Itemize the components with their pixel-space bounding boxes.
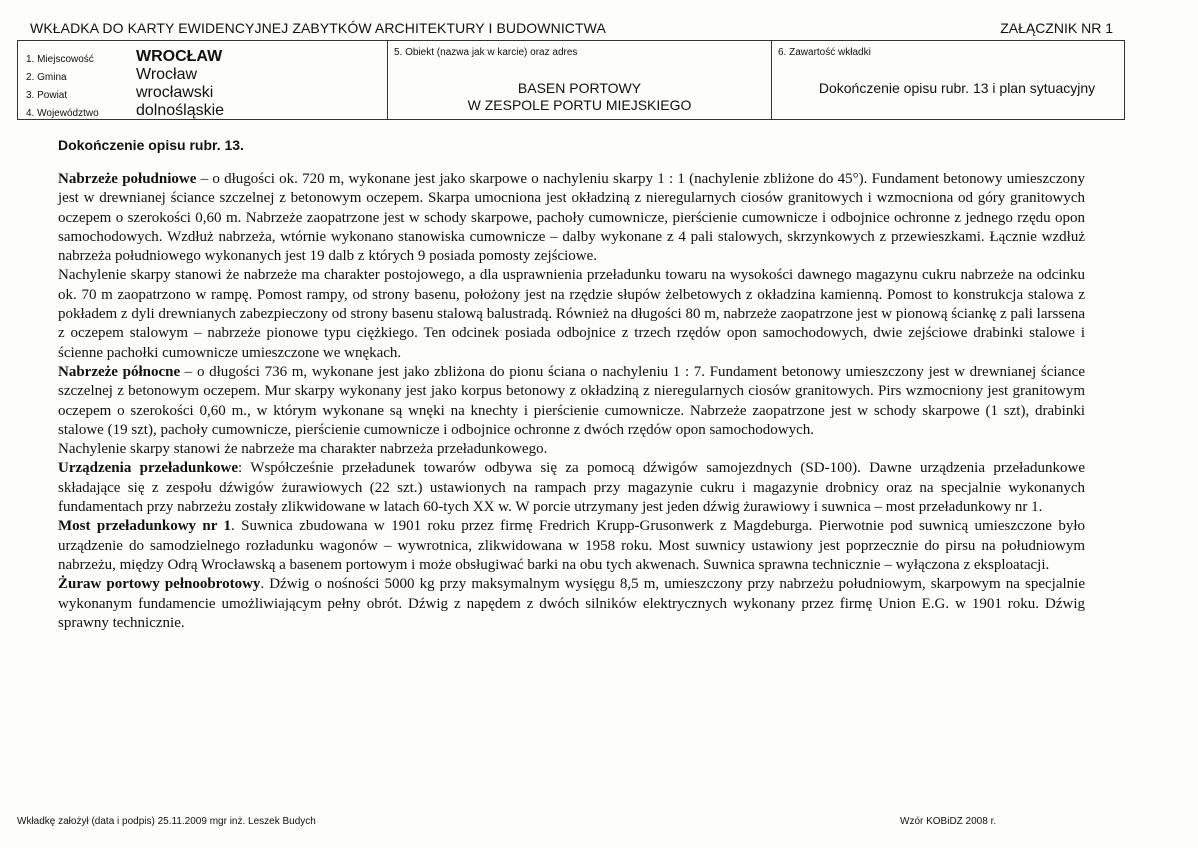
location-row [26, 101, 366, 120]
paragraph [58, 575, 1085, 633]
paragraph-heading: Żuraw portowy pełnoobrotowy [58, 576, 261, 593]
annex-label: ZAŁĄCZNIK NR 1 [1000, 20, 1113, 36]
paragraph-text: . Dźwig o nośności 5000 kg przy maksymalnym wysięgu 8,5 m, umieszczony przy nabrzeżu południowym, skarpowym na specjalnie wykonanym fundamencie umożliwiającym pełny obrót. Dźwig z napędem z dwóch silników elektrycznych wykonany przez firmę Union E.G. w 1901 roku. Dźwig sprawny technicznie. [58, 576, 1085, 631]
location-value: WROCŁAW [136, 48, 223, 65]
header-table [17, 40, 1125, 120]
location-label: 3. Powiat [26, 90, 68, 101]
paragraph [58, 440, 1085, 459]
location-value: Wrocław [136, 66, 198, 83]
section-heading: Dokończenie opisu rubr. 13. [58, 137, 244, 153]
object-label: 5. Obiekt (nazwa jak w karcie) oraz adres [394, 47, 578, 58]
document-title: WKŁADKA DO KARTY EWIDENCYJNEJ ZABYTKÓW ARCHITEKTURY I BUDOWNICTWA [30, 20, 606, 36]
paragraph-text: Nachylenie skarpy stanowi że nabrzeże ma charakter nabrzeża przeładunkowego. [58, 441, 548, 458]
object-cell [388, 41, 772, 119]
paragraph [58, 459, 1085, 517]
contents-value: Dokończenie opisu rubr. 13 i plan sytuacyjny [818, 80, 1096, 96]
paragraph [58, 517, 1085, 575]
location-cell [18, 41, 388, 119]
contents-cell [772, 41, 1124, 119]
footer-template: Wzór KOBiDZ 2008 r. [900, 816, 997, 827]
paragraph-heading: Nabrzeże południowe [58, 171, 197, 187]
location-label: 1. Miejscowość [26, 54, 94, 65]
paragraph-text: – o długości ok. 720 m, wykonane jest jako skarpowe o nachyleniu skarpy 1 : 1 (nachylenie zbliżone do 45°). Fundament betonowy umieszczony jest w drewnianej ściance szczelnej z betonowym oczepem. Skarpa umocniona jest okładziną z nieregularnych ciosów granitowych i wzmocniona od góry granitowych oczepem o szerokości 0,60 m. Nabrzeże zaopatrzone jest w schody skarpowe, pachoły cumownicze, pierścienie cumownicze i odbojnice ochronne z jednego rzędu opon samochodowych. Wzdłuż nabrzeża, wtórnie wykonano stanowiska cumownicze – dalby wykonane z 4 pali stalowych, skrzynkowych z przewieszkami. Łącznie wzdłuż nabrzeża południowego wykonanych jest 19 dalb z których 9 posiada pomosty zejściowe. [58, 171, 1085, 265]
location-row [26, 65, 366, 84]
footer-author: Wkładkę założył (data i podpis) 25.11.2009 mgr inż. Leszek Budych [17, 816, 316, 827]
contents-label: 6. Zawartość wkładki [778, 47, 871, 58]
location-value: dolnośląskie [136, 102, 225, 119]
paragraph-text: . Suwnica zbudowana w 1901 roku przez firmę Fredrich Krupp-Grusonwerk z Magdeburga. Pierwotnie pod suwnicą umieszczone było urządzenie do samodzielnego rozładunku wagonów – wywrotnica, zlikwidowana w 1958 roku. Most suwnicy ustawiony jest poprzecznie do pirsu na południowym nabrzeżu, między Odrą Wrocławską a basenem portowym i może obsługiwać barki na obu tych akwenach. Suwnica sprawna technicznie – wyłączona z eksploatacji. [58, 518, 1085, 573]
location-row [26, 83, 366, 102]
paragraph-text: : Współcześnie przeładunek towarów odbywa się za pomocą dźwigów samojezdnych (SD-100). Dawne urządzenia przeładunkowe składające się z zespołu dźwigów żurawiowych (22 szt.) ustawionych na rampach przy magazynie cukru i magazynie drobnicy oraz na specjalnie wykonanych fundamentach przy nabrzeżu zostały zlikwidowane w latach 60-tych XX w. W porcie utrzymany jest jeden dźwig żurawiowy i suwnica – most przeładunkowy nr 1. [58, 460, 1085, 516]
paragraph [58, 170, 1085, 266]
paragraph [58, 363, 1085, 440]
location-label: 2. Gmina [26, 72, 67, 83]
paragraph-text: Nachylenie skarpy stanowi że nabrzeże ma charakter postojowego, a dla usprawnienia przeładunku towaru na wysokości dawnego magazynu cukru nabrzeże na odcinku ok. 70 m zaopatrzono w rampę. Pomost rampy, od strony basenu, położony jest na rzędzie słupów żelbetowych z okładzina kamienną. Pomost to konstrukcja stalowa z pokładem z dyli drewnianych zabezpieczony od strony basenu stalową balustradą. Również na długości 80 m, nabrzeże zaopatrzone jest w pionową ściankę z pali larssena z oczepem stalowym – nabrzeże pionowe typu ciężkiego. Ten odcinek posiada odbojnice z trzech rzędów opon samochodowych, dwie zejściowe drabinki stalowe i ścienne pachołki cumownicze umieszczone we wnękach. [58, 267, 1085, 361]
object-name-line: BASEN PORTOWY [517, 80, 642, 96]
paragraph-text: – o długości 736 m, wykonane jest jako zbliżona do pionu ściana o nachyleniu 1 : 7. Fundament betonowy umieszczony jest w drewnianej ściance szczelnej z betonowym oczepem. Mur skarpy wykonany jest jako korpus betonowy z okładziną z nieregularnych ciosów granitowych. Pirs wzmocniony jest granitowym oczepem o szerokości 0,60 m., w którym wykonane są wnęki na knechty i pierścienie cumownicze. Nabrzeże zaopatrzone jest w schody skarpowe (1 szt), drabinki stalowe (19 szt), pachoły cumownicze, pierścienie cumownicze i odbojnice ochronne z dwóch rzędów opon samochodowych. [58, 363, 1085, 438]
object-name-line: W ZESPOLE PORTU MIEJSKIEGO [467, 97, 692, 113]
object-name [388, 80, 771, 114]
location-value: wrocławski [136, 84, 214, 101]
paragraph-heading: Most przeładunkowy nr 1 [58, 518, 232, 535]
paragraph-heading: Urządzenia przeładunkowe [58, 460, 239, 477]
paragraph [58, 266, 1085, 362]
description-body [58, 170, 1085, 633]
location-row [26, 47, 366, 66]
location-label: 4. Województwo [26, 108, 99, 119]
paragraph-heading: Nabrzeże północne [58, 363, 181, 380]
